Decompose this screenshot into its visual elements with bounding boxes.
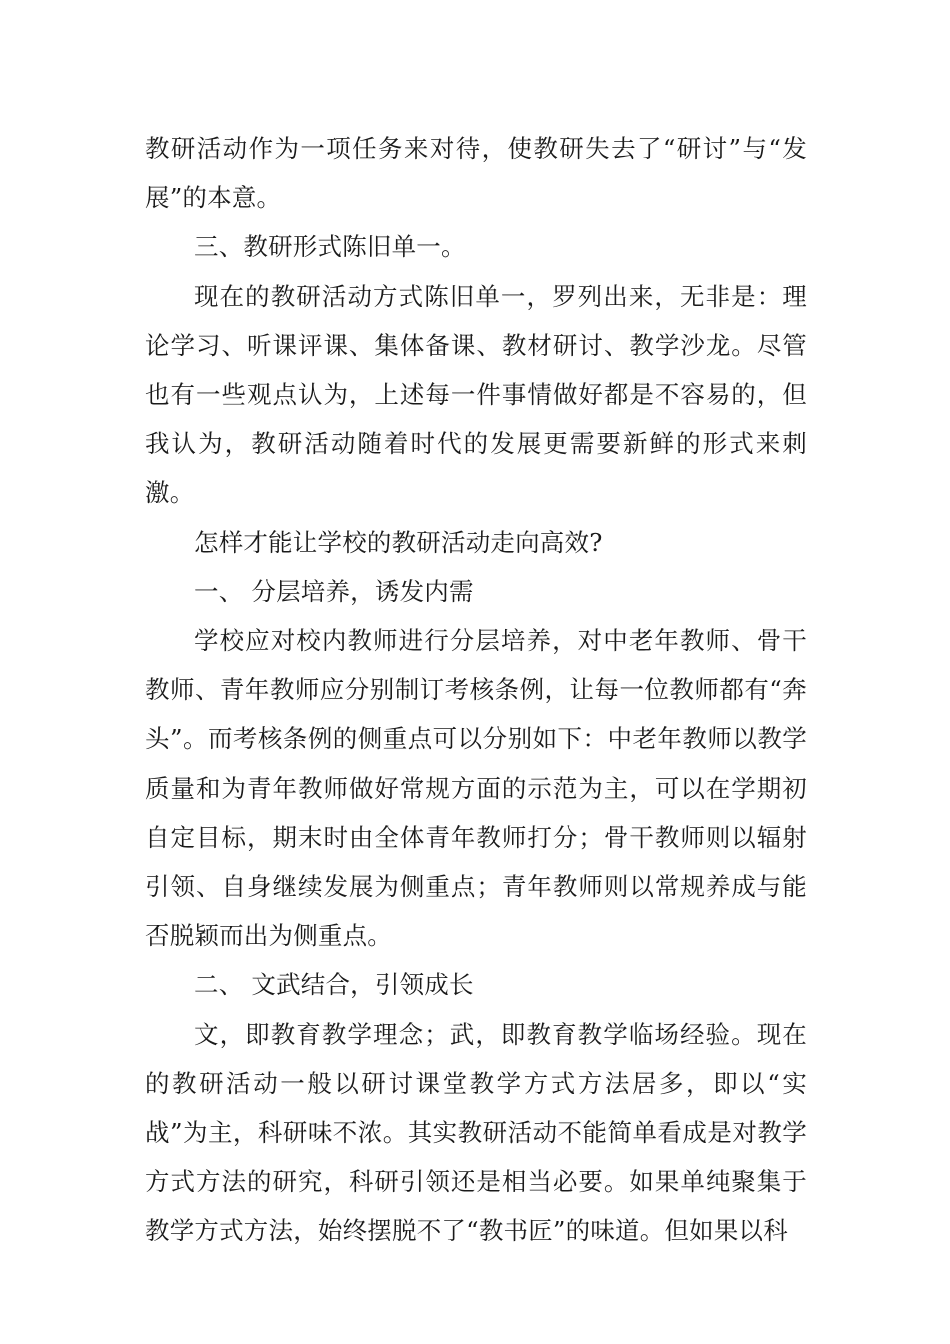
document-body (145, 124, 807, 1256)
section-heading-3: 三、教研形式陈旧单一。 (194, 232, 466, 262)
section-heading-1: 一、 分层培养，诱发内需 (194, 576, 474, 606)
paragraph-layered-training: 学校应对校内教师进行分层培养，对中老年教师、骨干教师、青年教师应分别制订考核条例，让每一位教师都有“奔头”。而考核条例的侧重点可以分别如下：中老年教师以教学质量和为青年教师做好常规方面的示范为主，可以在学期初自定目标，期末时由全体青年教师打分；骨干教师则以辐射引领、自身继续发展为侧重点；青年教师则以常规养成与能否脱颖而出为侧重点。 (145, 626, 807, 951)
section-heading-2: 二、 文武结合，引领成长 (194, 970, 474, 1000)
paragraph-question: 怎样才能让学校的教研活动走向高效? (194, 527, 603, 557)
paragraph-theory-practice: 文，即教育教学理念；武，即教育教学临场经验。现在的教研活动一般以研讨课堂教学方式方法居多，即以“实战”为主，科研味不浓。其实教研活动不能简单看成是对教学方式方法的研究，科研引领还是相当必要。如果单纯聚集于教学方式方法，始终摆脱不了“教书匠”的味道。但如果以科 (145, 1019, 807, 1246)
paragraph-continuation: 教研活动作为一项任务来对待，使教研失去了“研讨”与“发展”的本意。 (145, 134, 807, 213)
paragraph-teaching-forms: 现在的教研活动方式陈旧单一，罗列出来，无非是：理论学习、听课评课、集体备课、教材研讨、教学沙龙。尽管也有一些观点认为，上述每一件事情做好都是不容易的，但我认为，教研活动随着时代的发展更需要新鲜的形式来刺激。 (145, 281, 807, 508)
